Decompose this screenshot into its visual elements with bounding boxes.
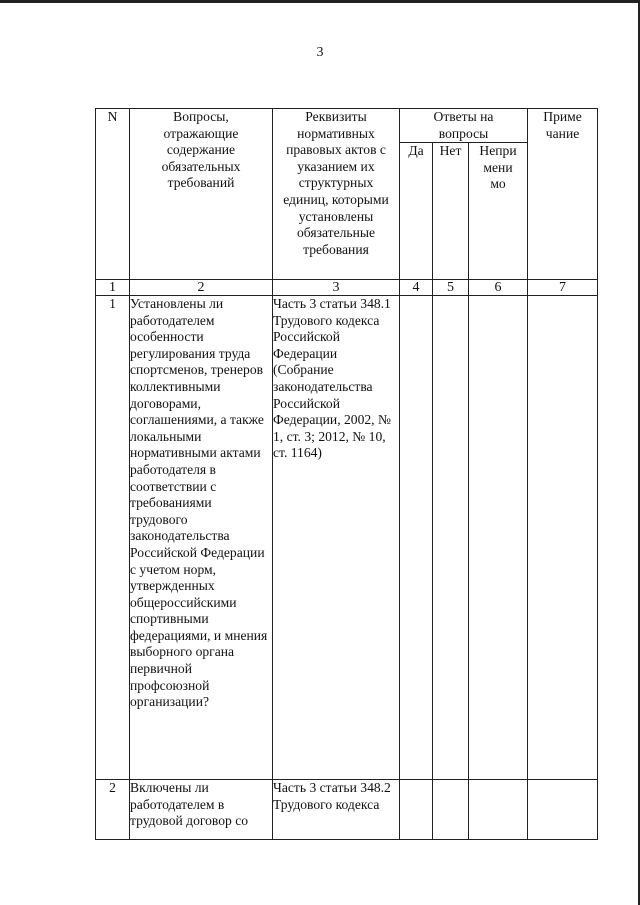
row-legal-act: Часть 3 статьи 348.1 Трудового кодекса Российской Федерации (Собрание законодательства Российской Федерации, 2002, № 1, ст. 3; 2012, № 10, ст. 1164) <box>273 296 400 780</box>
header-n: N <box>96 109 130 280</box>
column-number: 4 <box>400 280 433 296</box>
page-edge-top <box>0 0 640 3</box>
header-note: Приме чание <box>528 109 598 280</box>
column-number: 3 <box>273 280 400 296</box>
header-questions: Вопросы, отражающие содержание обязательных требований <box>130 109 273 280</box>
row-legal-act: Часть 3 статьи 348.2 Трудового кодекса <box>273 780 400 840</box>
column-number: 2 <box>130 280 273 296</box>
column-number: 5 <box>433 280 469 296</box>
column-number: 6 <box>469 280 528 296</box>
header-answers: Ответы на вопросы <box>400 109 528 143</box>
row-answer-no <box>433 296 469 780</box>
header-yes: Да <box>400 143 433 280</box>
row-note <box>528 780 598 840</box>
row-number: 2 <box>96 780 130 840</box>
row-question: Включены ли работодателем в трудовой договор со <box>130 780 273 840</box>
header-no: Нет <box>433 143 469 280</box>
column-numbers-row <box>96 280 598 296</box>
row-answer-not-applicable <box>469 780 528 840</box>
header-not-applicable: Непри мени мо <box>469 143 528 280</box>
column-number: 1 <box>96 280 130 296</box>
row-answer-no <box>433 780 469 840</box>
row-answer-yes <box>400 296 433 780</box>
row-question: Установлены ли работодателем особенности регулирования труда спортсменов, тренеров коллективными договорами, соглашениями, а также локальными нормативными актами работодателя в соответствии с требованиями трудового законодательства Российской Федерации с учетом норм, утвержденных общероссийскими спортивными федерациями, и мнения выборного органа первичной профсоюзной организации? <box>130 296 273 780</box>
header-acts: Реквизиты нормативных правовых актов с указанием их структурных единиц, которыми установлены обязательные требования <box>273 109 400 280</box>
row-answer-not-applicable <box>469 296 528 780</box>
row-number: 1 <box>96 296 130 780</box>
requirements-table <box>95 108 598 840</box>
table-row <box>96 296 598 780</box>
table-row <box>96 780 598 840</box>
page-number: 3 <box>316 45 324 60</box>
row-answer-yes <box>400 780 433 840</box>
row-note <box>528 296 598 780</box>
column-number: 7 <box>528 280 598 296</box>
header-row-1 <box>96 109 598 143</box>
